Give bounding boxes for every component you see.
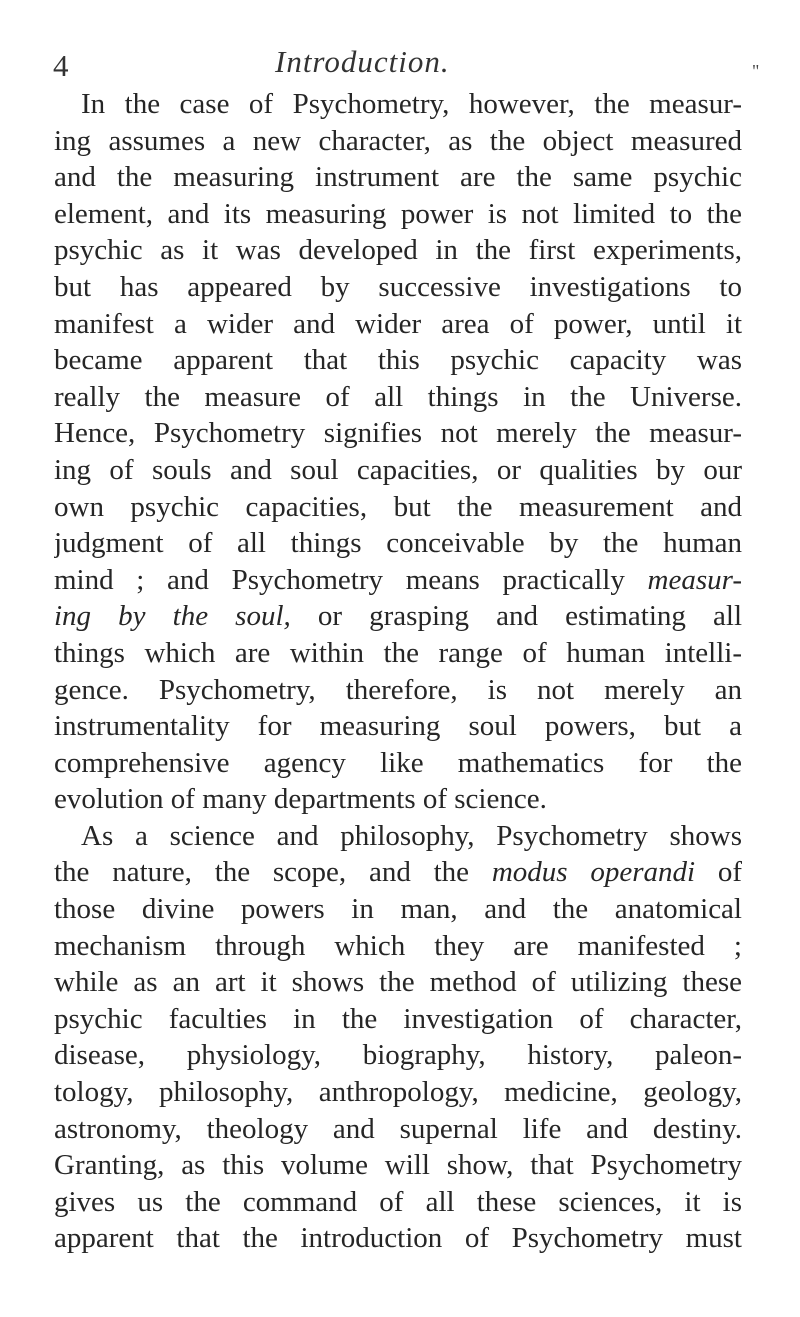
text-line: while as an art it shows the method of utilizing these xyxy=(54,966,742,999)
text-line: gence. Psychometry, therefore, is not merely an xyxy=(54,673,742,706)
corner-mark: " xyxy=(752,61,760,81)
text-line: disease, physiology, biography, history, paleon- xyxy=(54,1039,742,1072)
running-head xyxy=(0,40,800,84)
text-line: and the measuring instrument are the same psychic xyxy=(54,161,742,194)
text-line: element, and its measuring power is not limited to the xyxy=(54,197,742,230)
text-line: the nature, the scope, and the modus operandi of xyxy=(54,856,742,889)
text-line: psychic faculties in the investigation of character, xyxy=(54,1002,742,1035)
italic-phrase: modus operandi xyxy=(491,856,696,889)
text-line: ing of souls and soul capacities, or qualities by our xyxy=(54,453,742,486)
text-line: ing assumes a new character, as the object measured xyxy=(54,124,742,157)
text-line: apparent that the introduction of Psychometry must xyxy=(54,1222,742,1255)
text-line: astronomy, theology and supernal life and destiny. xyxy=(54,1112,742,1145)
text-line: really the measure of all things in the Universe. xyxy=(54,380,742,413)
text-line: manifest a wider and wider area of power, until it xyxy=(54,307,742,340)
text-line: mechanism through which they are manifested ; xyxy=(54,929,742,962)
text-line: In the case of Psychometry, however, the measur- xyxy=(81,88,742,120)
italic-phrase: ing by the soul, xyxy=(54,600,291,633)
text-line: As a science and philosophy, Psychometry shows xyxy=(81,819,742,852)
text-line: those divine powers in man, and the anatomical xyxy=(54,893,742,926)
text-line: own psychic capacities, but the measurement and xyxy=(54,490,742,523)
body-text xyxy=(54,86,742,1257)
text-line: comprehensive agency like mathematics for the xyxy=(54,746,742,779)
text-line: but has appeared by successive investigations to xyxy=(54,270,742,303)
text-line: instrumentality for measuring soul powers, but a xyxy=(54,710,742,743)
text-line: psychic as it was developed in the first experiments, xyxy=(54,234,742,267)
text-line: things which are within the range of human intelli- xyxy=(54,636,742,669)
italic-phrase: measur- xyxy=(647,563,742,596)
text-line: evolution of many departments of science. xyxy=(54,783,547,816)
text-line: became apparent that this psychic capacity was xyxy=(54,344,742,377)
header-title: Introduction. xyxy=(275,44,450,79)
text-line: ing by the soul, or grasping and estimating all xyxy=(54,600,742,633)
text-line: mind ; and Psychometry means practically measur- xyxy=(54,563,742,596)
text-line: gives us the command of all these sciences, it is xyxy=(54,1185,742,1218)
page-number: 4 xyxy=(53,48,69,83)
text-line: judgment of all things conceivable by the human xyxy=(54,527,742,560)
text-line: Granting, as this volume will show, that Psychometry xyxy=(54,1149,742,1182)
text-line: Hence, Psychometry signifies not merely the measur- xyxy=(54,417,742,450)
text-line: tology, philosophy, anthropology, medicine, geology, xyxy=(54,1076,742,1109)
